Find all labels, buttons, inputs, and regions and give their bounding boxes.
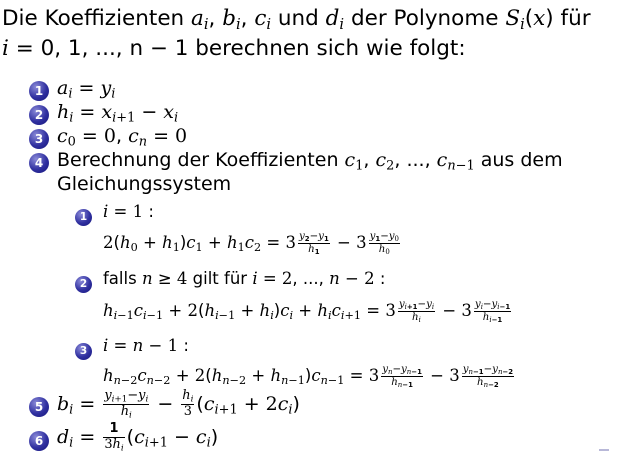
formula-a: $a_i = y_i$ (57, 77, 116, 102)
intro-paragraph: Die Koeffizienten $a_i$, $b_i$, $c_i$ und $d_i$ der Polynome $S_i(x)$ für i = 0, 1, ..., n − 1 berechnen sich wie folgt: (2, 6, 591, 61)
formula-c-boundary: $c_0 = 0$, $c_n = 0$ (57, 125, 188, 150)
formula-b: $b_i$ = $\frac{y_{i+1}-y_i}{h_i}$ − $\frac{h_i}{3}$ $(c_{i+1} + 2c_i)$ (57, 388, 300, 421)
list-item (29, 77, 49, 101)
bullet-marker: 3 (29, 129, 49, 149)
intro-text: Die Koeffizienten (2, 6, 192, 31)
intro-range: 0, 1, ..., n − 1 (40, 36, 189, 61)
intro-text: für (553, 6, 591, 31)
bullet-marker: 6 (29, 431, 49, 451)
bullet-marker: 5 (29, 397, 49, 417)
item-text: Gleichungssystem (57, 173, 232, 195)
list-item (29, 149, 49, 173)
equation-3: $h_{n-2}c_{n-2} + 2(h_{n-2} + h_{n-1})c_{n-1} = 3$ $\frac{y_n-y_{n-1}}{h_{n-1}}$ − 3 $\frac{y_{n-1}-y_{n-2}}{h_{n-2}}$ (103, 364, 514, 389)
formula-h: $h_i = x_{i+1} - x_i$ (57, 101, 179, 126)
sub-bullet-marker: 1 (75, 209, 92, 226)
sub-condition: i = 1 : (103, 202, 154, 221)
sub-condition: i = n − 1 : (103, 336, 189, 355)
list-item (29, 393, 49, 417)
bullet-marker: 1 (29, 81, 49, 101)
equation-2: $h_{i-1}c_{i-1} + 2(h_{i-1} + h_i)c_i + h_ic_{i+1} = 3$ $\frac{y_{i+1}-y_i}{h_i}$ − 3 $\frac{y_i-y_{i-1}}{h_{i-1}}$ (103, 299, 511, 324)
list-item (29, 125, 49, 149)
intro-text: und (271, 6, 326, 31)
bullet-marker: 4 (29, 153, 49, 173)
list-item (29, 427, 49, 451)
item-text: Berechnung der Koeffizienten $c_1$, $c_2$, ..., $c_{n-1}$ aus dem (57, 149, 563, 174)
sub-condition: falls n ≥ 4 gilt für i = 2, ..., n − 2 : (103, 269, 386, 288)
nav-corner-mark (599, 449, 609, 451)
sub-list-item (75, 204, 92, 226)
formula-d: $d_i$ = $\frac{1}{3h_i}$ $(c_{i+1} - c_i)$ (57, 421, 219, 454)
equation-1: $2(h_0 + h_1)c_1 + h_1c_2 = 3$ $\frac{y_2-y_1}{h_1}$ − 3 $\frac{y_1-y_0}{h_0}$ (103, 231, 399, 256)
sub-bullet-marker: 3 (75, 343, 92, 360)
intro-text: der Polynome (344, 6, 506, 31)
sub-list-item (75, 271, 92, 293)
intro-text: berechnen sich wie folgt: (188, 36, 466, 61)
list-item (29, 101, 49, 125)
bullet-marker: 2 (29, 105, 49, 125)
sub-list-item (75, 338, 92, 360)
sub-bullet-marker: 2 (75, 276, 92, 293)
